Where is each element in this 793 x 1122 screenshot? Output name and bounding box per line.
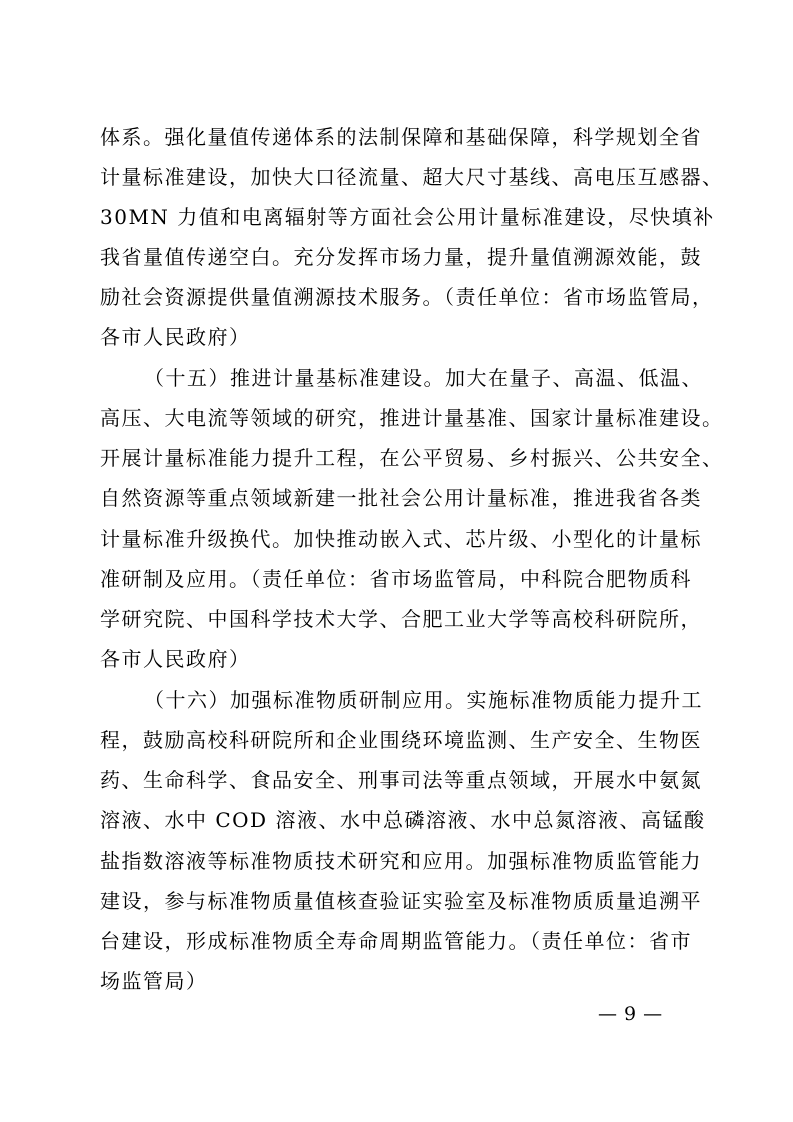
body-text-line: 准研制及应用。（责任单位：省市场监管局，中科院合肥物质科: [100, 567, 692, 591]
body-text-line: 场监管局）: [100, 969, 208, 993]
body-text-line: 建设，参与标准物质量值核查验证实验室及标准物质质量追溯平: [100, 889, 702, 913]
body-text-line: 高压、大电流等领域的研究，推进计量基准、国家计量标准建设。: [100, 406, 724, 430]
body-text-line: 学研究院、中国科学技术大学、合肥工业大学等高校科研院所，: [100, 607, 702, 631]
body-text-line: 溶液、水中 COD 溶液、水中总磷溶液、水中总氮溶液、高锰酸: [100, 808, 706, 832]
body-text-line: 药、生命科学、食品安全、刑事司法等重点领域，开展水中氨氮: [100, 768, 702, 792]
body-text-line: 程，鼓励高校科研院所和企业围绕环境监测、生产安全、生物医: [100, 728, 702, 752]
body-text-line: 各市人民政府）: [100, 647, 251, 671]
body-text-line: 计量标准升级换代。加快推动嵌入式、芯片级、小型化的计量标: [100, 527, 702, 551]
body-text-line: 台建设，形成标准物质全寿命周期监管能力。（责任单位：省市: [100, 929, 692, 953]
section-heading-line: （十五）推进计量基标准建设。加大在量子、高温、低温、: [144, 366, 703, 390]
body-text-line: 计量标准建设，加快大口径流量、超大尺寸基线、高电压互感器、: [100, 165, 724, 189]
body-text-line: 体系。强化量值传递体系的法制保障和基础保障，科学规划全省: [100, 125, 702, 149]
body-text-line: 励社会资源提供量值溯源技术服务。（责任单位：省市场监管局，: [100, 285, 714, 309]
page-number: — 9 —: [598, 1003, 663, 1025]
section-heading-line: （十六）加强标准物质研制应用。实施标准物质能力提升工: [144, 688, 703, 712]
body-text-line: 各市人民政府）: [100, 325, 251, 349]
body-text-line: 我省量值传递空白。充分发挥市场力量，提升量值溯源效能，鼓: [100, 245, 702, 269]
body-text-line: 开展计量标准能力提升工程，在公平贸易、乡村振兴、公共安全、: [100, 446, 724, 470]
body-text-line: 盐指数溶液等标准物质技术研究和应用。加强标准物质监管能力: [100, 849, 702, 873]
body-text-line: 自然资源等重点领域新建一批社会公用计量标准，推进我省各类: [100, 486, 702, 510]
body-text-line: 30MN 力值和电离辐射等方面社会公用计量标准建设，尽快填补: [100, 205, 715, 229]
